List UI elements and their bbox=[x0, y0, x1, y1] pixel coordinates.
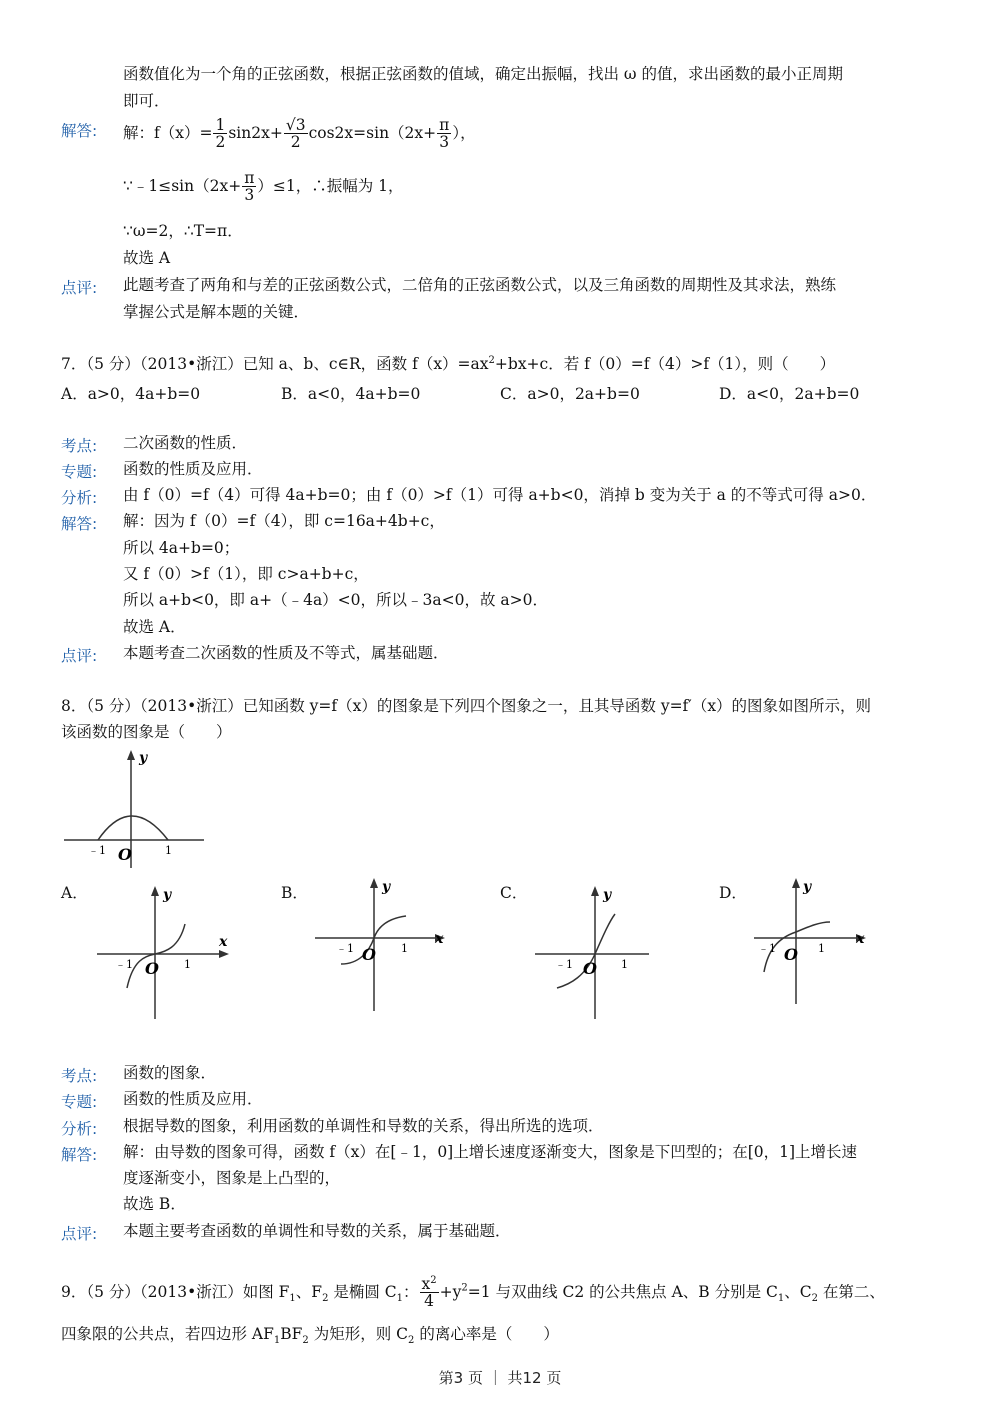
q8-dianping: 本题主要考查函数的单调性和导数的关系，属于基础题． bbox=[123, 1222, 511, 1240]
q6-comment-line-2: 掌握公式是解本题的关键． bbox=[123, 303, 310, 321]
q7-solution-line-5: 故选 A． bbox=[123, 618, 186, 636]
q8-jieda-label: 解答: bbox=[61, 1146, 98, 1164]
q8-kaodian-label: 考点: bbox=[61, 1067, 98, 1085]
q7-option-b: B．a<0，4a+b=0 bbox=[281, 385, 421, 403]
y-axis-arrow bbox=[151, 886, 159, 896]
q7-solution-line-2: 所以 4a+b=0； bbox=[123, 539, 240, 557]
q7-option-c: C．a>0，2a+b=0 bbox=[500, 385, 640, 403]
fraction: $\frac{x^2}{4}$ bbox=[421, 1275, 437, 1311]
q8-zhuanti-label: 专题: bbox=[61, 1093, 98, 1111]
q8-option-b: B． bbox=[281, 884, 308, 902]
y-label: y bbox=[163, 887, 172, 903]
fraction: $\frac{1}{2}$ bbox=[215, 116, 226, 152]
q7-option-d: D．a<0，2a+b=0 bbox=[719, 385, 860, 403]
q8-option-a: A． bbox=[61, 884, 88, 902]
q6-analysis-line-1: 函数值化为一个角的正弦函数，根据正弦函数的值域，确定出振幅，找出 ω 的值，求出函数的最小正周期 bbox=[123, 65, 843, 83]
q6-solution-line-2: ∵﹣1≤sin（2x+ $\frac{\pi}{3}$ ）≤1，∴振幅为 1， bbox=[123, 169, 404, 205]
q6-solution-line-3: ∵ω=2，∴T=π． bbox=[123, 222, 243, 240]
q9-stem-line-2: 四象限的公共点，若四边形 $AF_1BF_2$ 为矩形，则 $C_2$ 的离心率是（ ） bbox=[61, 1325, 559, 1347]
q8-solution-line-2: 度逐渐变小，图象是上凸型的， bbox=[123, 1169, 341, 1187]
y-label: y bbox=[382, 879, 391, 895]
y-axis-arrow bbox=[591, 886, 599, 896]
y-label: y bbox=[603, 887, 612, 903]
page-footer: 第3 页 ｜ 共12 页 bbox=[438, 1369, 562, 1387]
origin-label: O bbox=[145, 959, 159, 978]
q7-zhuanti: 函数的性质及应用． bbox=[123, 460, 263, 478]
option-a-graph bbox=[93, 884, 233, 1024]
y-axis-arrow bbox=[792, 878, 800, 888]
option-b-graph bbox=[311, 876, 451, 1016]
q7-solution-line-4: 所以 a+b<0，即 a+（﹣4a）<0，所以﹣3a<0，故 a>0． bbox=[123, 591, 549, 609]
origin-label: O bbox=[362, 945, 376, 964]
q8-stem-line-2: 该函数的图象是（ ） bbox=[61, 723, 232, 741]
tick-one: 1 bbox=[184, 958, 191, 971]
y-label: y bbox=[139, 750, 148, 766]
q8-dianping-label: 点评: bbox=[61, 1225, 98, 1243]
q6-solution-line-4: 故选 A bbox=[123, 249, 171, 267]
x-label: x bbox=[435, 931, 444, 947]
q8-fenxi-label: 分析: bbox=[61, 1120, 98, 1138]
q6-answer-label: 解答: bbox=[61, 122, 98, 140]
tick-one: 1 bbox=[165, 844, 172, 857]
q8-solution-line-1: 解：由导数的图象可得，函数 f（x）在[﹣1，0]上增长速度逐渐变大，图象是下凹型的；在[0，1]上增长速 bbox=[123, 1143, 858, 1161]
fraction: $\frac{\pi}{3}$ bbox=[244, 169, 255, 205]
tick-neg-one: ﹣1 bbox=[115, 958, 133, 971]
y-label: y bbox=[803, 879, 812, 895]
q8-kaodian: 函数的图象． bbox=[123, 1064, 217, 1082]
q8-solution-line-3: 故选 B． bbox=[123, 1195, 186, 1213]
tick-neg-one: ﹣1 bbox=[336, 942, 354, 955]
tick-one: 1 bbox=[401, 942, 408, 955]
q7-solution-line-3: 又 f（0）>f（1），即 c>a+b+c， bbox=[123, 565, 369, 583]
q7-stem: 7．（5 分）（2013•浙江）已知 a、b、c∈R，函数 $f(x)=ax^2+bx+c$．若 f（0）=f（4）>f（1），则（ ） bbox=[61, 355, 836, 374]
origin-label: O bbox=[583, 959, 597, 978]
q7-solution-line-1: 解：因为 f（0）=f（4），即 c=16a+4b+c， bbox=[123, 512, 445, 530]
tick-one: 1 bbox=[818, 942, 825, 955]
q7-kaodian-label: 考点: bbox=[61, 437, 98, 455]
y-axis-arrow bbox=[127, 750, 135, 760]
q7-dianping-label: 点评: bbox=[61, 647, 98, 665]
q9-stem-line-1: 9．（5 分）（2013•浙江）如图 $F_1$、$F_2$ 是椭圆 $C_1$： $\frac{x^2}{4}$ $+y^2=1$ 与双曲线 C2 的公共焦点 A、B 分别是 $C_1$、$C_2$ 在第二、 bbox=[61, 1275, 885, 1311]
option-d-graph bbox=[750, 876, 890, 1016]
x-label: x bbox=[219, 934, 228, 950]
q6-analysis-line-2: 即可． bbox=[123, 92, 170, 110]
q7-option-a: A．a>0，4a+b=0 bbox=[61, 385, 201, 403]
tick-one: 1 bbox=[621, 958, 628, 971]
q7-fenxi-label: 分析: bbox=[61, 489, 98, 507]
option-c-graph bbox=[531, 884, 671, 1024]
derivative-curve bbox=[98, 816, 168, 840]
y-axis-arrow bbox=[370, 878, 378, 888]
origin-label: O bbox=[784, 945, 798, 964]
q6-comment-label: 点评: bbox=[61, 279, 98, 297]
q7-zhuanti-label: 专题: bbox=[61, 463, 98, 481]
tick-neg-one: ﹣1 bbox=[555, 958, 573, 971]
q7-dianping: 本题考查二次函数的性质及不等式，属基础题． bbox=[123, 644, 449, 662]
q6-solution-line-1: 解：f（x）= $\frac{1}{2}$ sin2x+ $\frac{√3}{2}$ cos2x=sin（2x+ $\frac{\pi}{3}$ ）， bbox=[123, 116, 476, 152]
q8-option-c: C． bbox=[500, 884, 528, 902]
x-axis-arrow bbox=[219, 950, 229, 958]
q8-zhuanti: 函数的性质及应用． bbox=[123, 1090, 263, 1108]
function-curve bbox=[127, 924, 185, 988]
q7-jieda-label: 解答: bbox=[61, 515, 98, 533]
fraction: $\frac{√3}{2}$ bbox=[285, 116, 306, 152]
q7-kaodian: 二次函数的性质． bbox=[123, 434, 248, 452]
tick-neg-one: ﹣1 bbox=[758, 942, 776, 955]
tick-neg-one: ﹣1 bbox=[88, 844, 106, 857]
q8-fenxi: 根据导数的图象，利用函数的单调性和导数的关系，得出所选的选项． bbox=[123, 1117, 604, 1135]
fraction: $\frac{\pi}{3}$ bbox=[439, 116, 450, 152]
origin-label: O bbox=[118, 845, 132, 864]
q8-option-d: D． bbox=[719, 884, 747, 902]
derivative-graph bbox=[60, 748, 210, 873]
x-label: x bbox=[856, 931, 865, 947]
q7-fenxi: 由 f（0）=f（4）可得 4a+b=0；由 f（0）>f（1）可得 a+b<0，消掉 b 变为关于 a 的不等式可得 a>0． bbox=[123, 486, 877, 504]
q6-comment-line-1: 此题考查了两角和与差的正弦函数公式，二倍角的正弦函数公式，以及三角函数的周期性及其求法，熟练 bbox=[123, 276, 837, 294]
q8-stem-line-1: 8．（5 分）（2013•浙江）已知函数 y=f（x）的图象是下列四个图象之一，且其导函数 y=f′（x）的图象如图所示，则 bbox=[61, 697, 872, 715]
